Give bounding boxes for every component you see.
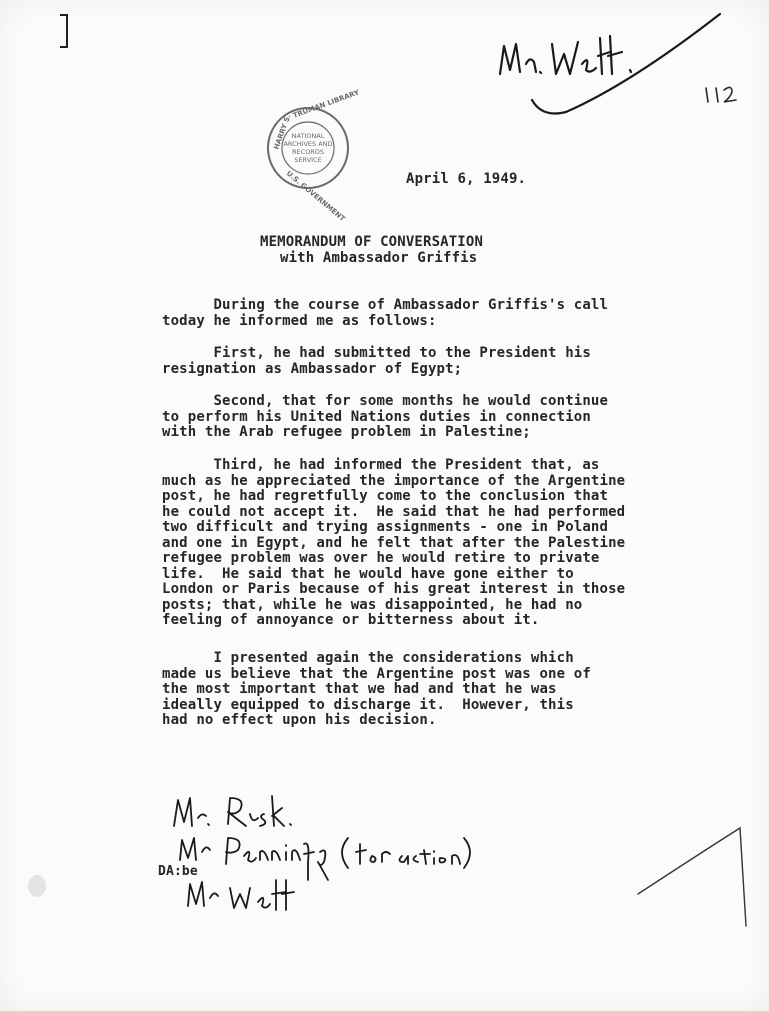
svg-text:NATIONAL: NATIONAL: [291, 132, 325, 140]
svg-text:RECORDS: RECORDS: [292, 148, 324, 156]
page-number-112: [702, 82, 762, 108]
typist-initials: DA:be: [158, 864, 198, 879]
svg-text:TRUMAN LIBRARY: TRUMAN LIBRARY: [291, 88, 361, 120]
handwritten-webb-signature: [490, 4, 760, 124]
memo-paragraph-intro: During the course of Ambassador Griffis's call today he informed me as follows:: [162, 297, 609, 329]
svg-text:U.S. GOVERNMENT: U.S. GOVERNMENT: [284, 169, 347, 223]
memo-subtitle: with Ambassador Griffis: [280, 250, 478, 266]
memo-title: MEMORANDUM OF CONVERSATION: [260, 234, 484, 250]
staple-mark: [60, 14, 68, 48]
svg-text:ARCHIVES AND: ARCHIVES AND: [283, 140, 333, 148]
memo-paragraph-third: Third, he had informed the President that, as much as he appreciated the importance of the Argentine post, he had regretfully come to the conclusion that he could not accept it. He said that he had performed two difficult and trying assignments - one in Poland and one in Egypt, and he felt that after the Palestine refugee problem was over he would retire to private life. He said that he would have gone either to London or Paris because of his great interest in those posts; that, while he was disappointed, he had no feeling of annoyance or bitterness about it.: [162, 457, 626, 628]
svg-text:HARRY S.: HARRY S.: [272, 113, 293, 151]
pencil-corner-line: [636, 826, 756, 936]
memo-paragraph-closing: I presented again the considerations which made us believe that the Argentine post was one of the most important that we had and that he was ideally equipped to discharge it. However, this had no effect upon his decision.: [162, 650, 591, 728]
punch-hole: [28, 875, 46, 897]
handwritten-routing-notes: [168, 788, 488, 928]
svg-text:SERVICE: SERVICE: [294, 156, 322, 164]
memo-date: April 6, 1949.: [406, 171, 527, 187]
memo-paragraph-first: First, he had submitted to the President his resignation as Ambassador of Egypt;: [162, 345, 591, 377]
archives-stamp: [264, 88, 361, 223]
memo-paragraph-second: Second, that for some months he would continue to perform his United Nations duties in connection with the Arab refugee problem in Palestine;: [162, 393, 609, 440]
